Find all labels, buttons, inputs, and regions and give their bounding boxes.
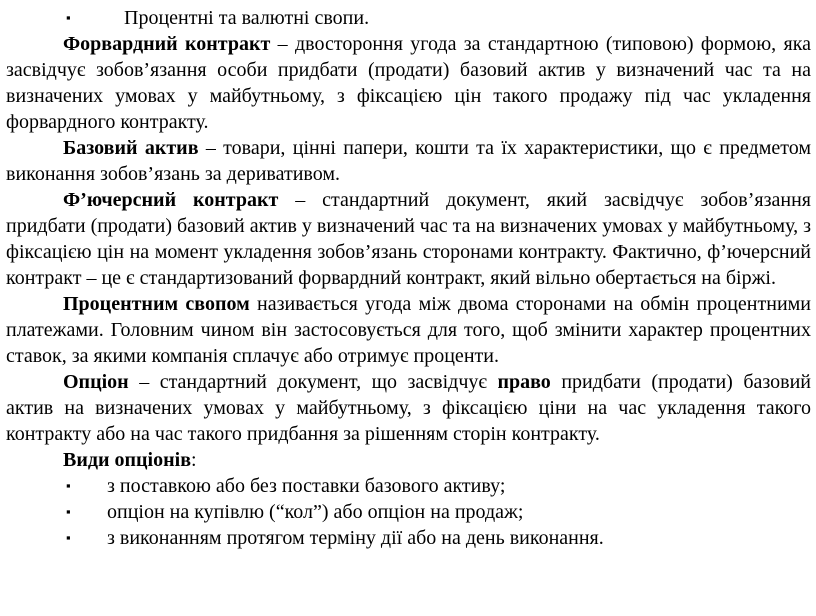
top-bullet-text: Процентні та валютні свопи. xyxy=(124,7,370,29)
paragraph-forward-contract xyxy=(6,31,811,135)
list-item-text: з виконанням протягом терміну дії або на день виконання. xyxy=(107,527,604,549)
paragraph-option xyxy=(6,369,811,447)
option-types-heading xyxy=(6,447,811,473)
definition-forward-contract: – двостороння угода за стандартною (типовою) формою, яка засвідчує зобов’язання особи придбати (продати) базовий актив у визначений час та на визначених умовах у майбутньому, з фіксацією цін такого продажу під час укладення форвардного контракту. xyxy=(6,33,811,133)
list-item-text: з поставкою або без поставки базового активу; xyxy=(107,475,506,497)
square-bullet-icon: ▪ xyxy=(66,478,71,493)
term-base-asset: Базовий актив xyxy=(63,137,199,159)
definition-option-part2: придбати (продати) базовий актив на визначених умовах у майбутньому, з фіксацією ціни на час укладення такого контракту або на час такого придбання за рішенням сторін контракту. xyxy=(6,371,812,445)
definition-futures-contract: – стандартний документ, який засвідчує зобов’язання придбати (продати) базовий актив у визначений час та на визначених умовах у майбутньому, з фіксацією цін на момент укладення зобов’язань сторонами контракту. Фактично, ф’ючерсний контракт – це є стандартизований форвардний контракт, який вільно обертається на біржі. xyxy=(6,189,811,289)
square-bullet-icon: ▪ xyxy=(66,530,71,545)
term-futures-contract: Ф’ючерсний контракт xyxy=(63,189,279,211)
term-forward-contract: Форвардний контракт xyxy=(63,33,271,55)
option-types-heading-label: Види опціонів xyxy=(63,449,191,471)
term-option: Опціон xyxy=(63,371,129,393)
list-item xyxy=(6,525,811,551)
paragraph-interest-swap xyxy=(6,291,811,369)
top-bullet-item xyxy=(6,5,811,31)
paragraph-futures-contract xyxy=(6,187,811,291)
definition-base-asset: – товари, цінні папери, кошти та їх характеристики, що є предметом виконання зобов’язань за деривативом. xyxy=(6,137,811,185)
square-bullet-icon: ▪ xyxy=(66,10,71,25)
list-item xyxy=(6,473,811,499)
definition-option-part1: – стандартний документ, що засвідчує xyxy=(128,371,498,393)
list-item-text: опціон на купівлю (“кол”) або опціон на продаж; xyxy=(107,501,524,523)
option-types-heading-colon: : xyxy=(191,449,197,471)
paragraph-base-asset xyxy=(6,135,811,187)
term-interest-swap: Процентним свопом xyxy=(63,293,250,315)
definition-interest-swap: називається угода між двома сторонами на обмін процентними платежами. Головним чином він застосовується для того, щоб змінити характер процентних ставок, за якими компанія сплачує або отримує проценти. xyxy=(6,293,812,367)
document-page xyxy=(6,5,811,551)
square-bullet-icon: ▪ xyxy=(66,504,71,519)
list-item xyxy=(6,499,811,525)
term-right: право xyxy=(497,371,551,393)
